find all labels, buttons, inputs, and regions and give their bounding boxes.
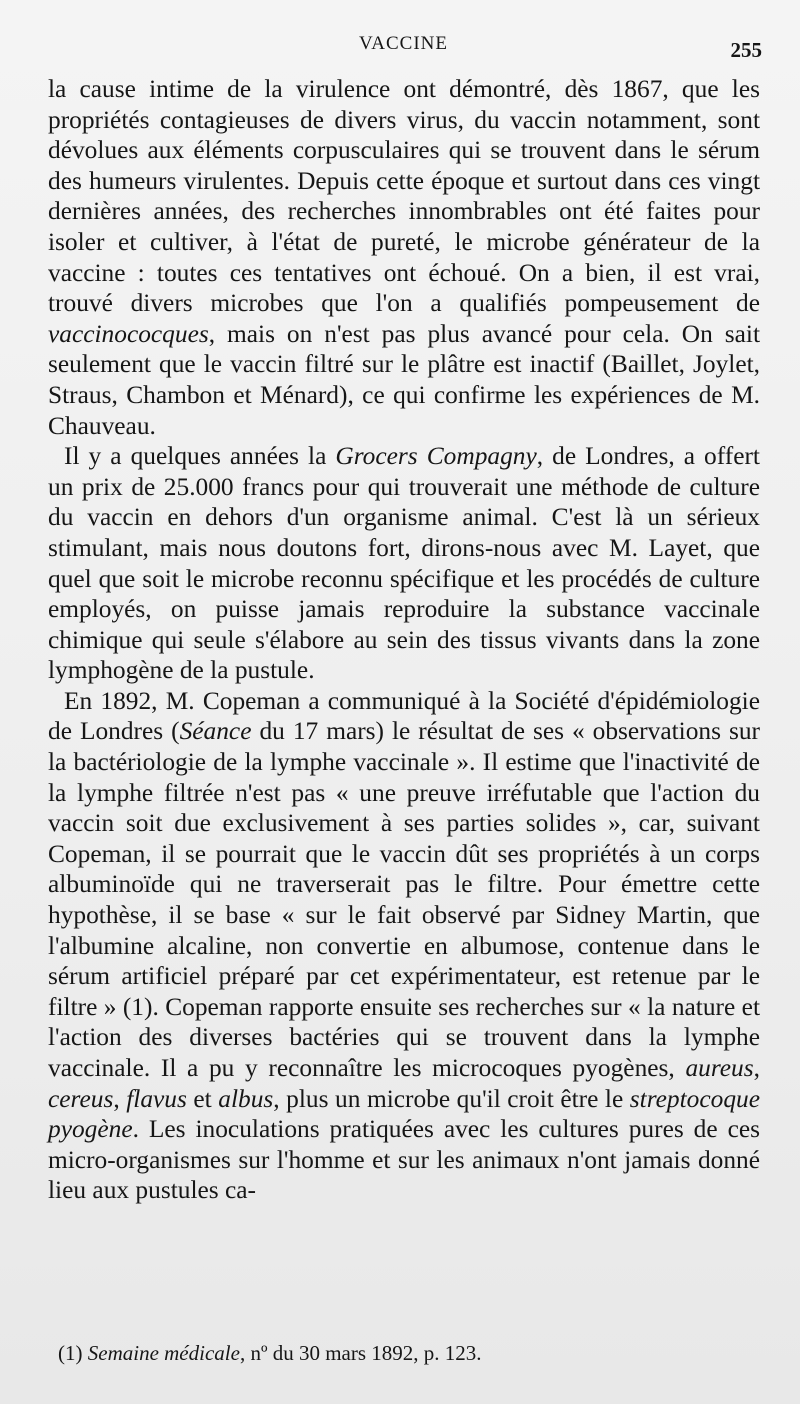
footnote-details: , nº du 30 mars 1892, p. 123. xyxy=(239,1341,482,1365)
footnote xyxy=(58,1340,758,1366)
footnote-source-title: Semaine médicale xyxy=(87,1341,240,1365)
page-header xyxy=(45,30,762,62)
page-number: 255 xyxy=(730,38,762,62)
body-text xyxy=(48,74,760,1206)
footnote-marker: (1) xyxy=(58,1341,83,1365)
paragraph-1: la cause intime de la virulence ont démontré, dès 1867, que les propriétés contagieuses de divers virus, du vaccin notamment, sont dévolues aux éléments corpusculaires qui se trouvent dans le sérum des humeurs virulentes. Depuis cette époque et surtout dans ces vingt dernières années, des recherches innombrables ont été faites pour isoler et cultiver, à l'état de pureté, le microbe générateur de la vaccine : toutes ces tentatives ont échoué. On a bien, il est vrai, trouvé divers microbes que l'on a qualifiés pompeusement de vaccinococques, mais on n'est pas plus avancé pour cela. On sait seulement que le vaccin filtré sur le plâtre est inactif (Baillet, Joylet, Straus, Chambon et Ménard), ce qui confirme les expériences de M. Chauveau. xyxy=(48,75,760,440)
running-head: VACCINE xyxy=(359,33,448,54)
paragraph-3: En 1892, M. Copeman a communiqué à la Société d'épidémiologie de Londres (Séance du 17 mars) le résultat de ses « observations sur la bactériologie de la lymphe vaccinale ». Il estime que l'inactivité de la lymphe filtrée n'est pas « une preuve irréfutable que l'action du vaccin soit due exclusivement à ses parties solides », car, suivant Copeman, il se pourrait que le vaccin dût ses propriétés à un corps albuminoïde qui ne traverserait pas le filtre. Pour émettre cette hypothèse, il se base « sur le fait observé par Sidney Martin, que l'albumine alcaline, non convertie en albumose, contenue dans le sérum artificiel préparé par cet expérimentateur, est retenue par le filtre » (1). Copeman rapporte ensuite ses recherches sur « la nature et l'action des diverses bactéries qui se trouvent dans la lymphe vaccinale. Il a pu y reconnaître les microcoques pyogènes, aureus, cereus, flavus et albus, plus un microbe qu'il croit être le streptocoque pyogène. Les inoculations pratiquées avec les cultures pures de ces micro-organismes sur l'homme et sur les animaux n'ont jamais donné lieu aux pustules ca- xyxy=(48,686,760,1205)
paragraph-2: Il y a quelques années la Grocers Compagny, de Londres, a offert un prix de 25.000 francs pour qui trouverait une méthode de culture du vaccin en dehors d'un organisme animal. C'est là un sérieux stimulant, mais nous doutons fort, dirons-nous avec M. Layet, que quel que soit le microbe reconnu spécifique et les procédés de culture employés, on puisse jamais reproduire la substance vaccinale chimique qui seule s'élabore au sein des tissus vivants dans la zone lymphogène de la pustule. xyxy=(48,442,760,685)
